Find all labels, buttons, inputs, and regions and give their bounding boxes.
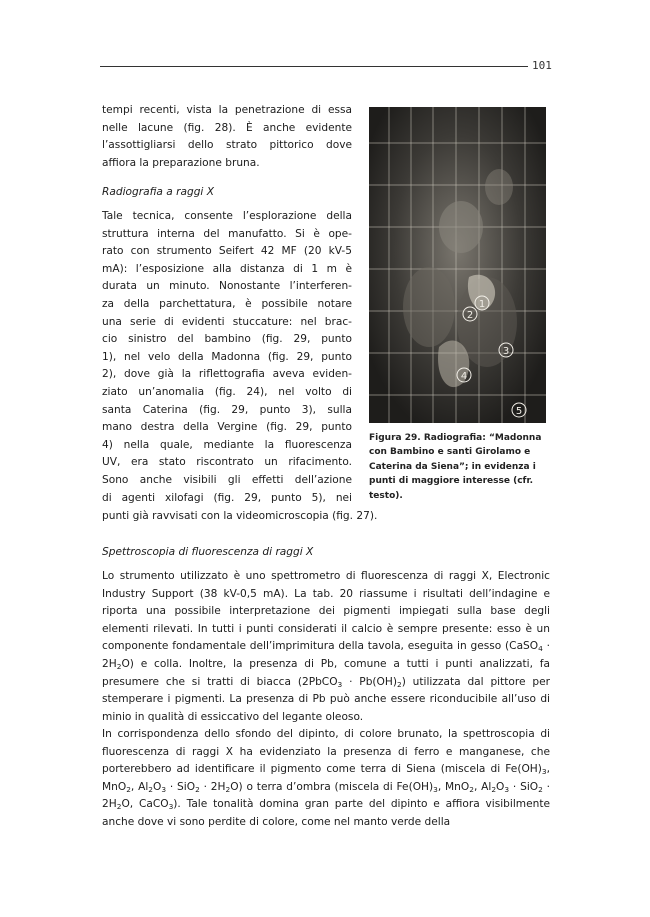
radiografia-paragraph [102, 208, 352, 507]
text-line: affiora la preparazione bruna. [102, 156, 260, 169]
text-line: 2), dove già la riflettografia aveva eviden- [102, 368, 352, 381]
spettroscopia-paragraph-2: In corrispondenza dello sfondo del dipinto, di colore brunato, la spettroscopia di fluorescenza di raggi X ha evidenziato la presenza di ferro e manganese, che porterebbero ad identificare il pigmento come terra di Siena (miscela di $Fe(OH)_3$, MnO$_2$, $Al_2O_3 \cdot SiO_2 \cdot 2H_2O$) o terra d’ombra (miscela di $Fe(OH)_3$, MnO$_2$, $Al_2O_3 \cdot SiO_2 \cdot 2H_2O$, CaCO$_3$). Tale tonalità domina gran parte del dipinto e affiora visibilmente anche dove vi sono perdite di colore, come nel manto verde della [102, 728, 551, 828]
text-line: UV, era stato riscontrato un rifacimento. [102, 456, 352, 469]
text-line: di agenti xilofagi (fig. 29, punto 5), nei [102, 491, 352, 504]
text-line: 1), nel velo della Madonna (fig. 29, punto [102, 350, 352, 363]
section-heading-radiografia: Radiografia a raggi X [102, 186, 214, 198]
text-line: Tale tecnica, consente l’esplorazione della [102, 210, 352, 222]
text-line: struttura interna del manufatto. Si è ope- [102, 227, 352, 240]
page-number: 101 [532, 59, 552, 72]
text-line: l’assottigliarsi dello strato pittorico dove [102, 139, 352, 152]
caption-text: Radiografia: “Madonna con Bambino e santi Girolamo e Caterina da Siena”; in evidenza i punti di maggiore interesse (cfr. testo). [369, 433, 542, 501]
point-label-2: 2 [466, 310, 474, 321]
text-line: ziato un’anomalia (fig. 24), nel volto di [102, 385, 352, 398]
text-line: santa Caterina (fig. 29, punto 3), sulla [102, 403, 352, 416]
text-line: una serie di evidenti stuccature: nel brac- [102, 315, 352, 328]
text-line-continued: punti già ravvisati con la videomicroscopia (fig. 27). [102, 510, 378, 522]
section-heading-spettroscopia: Spettroscopia di fluorescenza di raggi X [102, 546, 314, 558]
text-line: cio sinistro del bambino (fig. 29, punto [102, 333, 352, 346]
intro-paragraph [102, 102, 352, 172]
point-label-1: 1 [478, 299, 486, 310]
radiograph-image [369, 107, 546, 423]
figure-caption [369, 431, 554, 503]
text-line: za della parchettatura, è possibile notare [102, 297, 352, 310]
text-line: 4) nella quale, mediante la fluorescenza [102, 438, 352, 451]
text-line: nelle lacune (fig. 28). È anche evidente [102, 121, 352, 134]
text-line: Sono anche visibili gli effetti dell’azione [102, 473, 352, 486]
text-line: rato con strumento Seifert 42 MF (20 kV-5 [102, 245, 352, 258]
text-line: mano destra della Vergine (fig. 29, punto [102, 421, 352, 434]
spettroscopia-paragraph-1: Lo strumento utilizzato è uno spettrometro di fluorescenza di raggi X, Electronic Industry Support (38 kV-0,5 mA). La tab. 20 riassume i risultati dell’indagine e riporta una possibile interpretazione dei pigmenti impiegati sulla base degli elementi rilevati. In tutti i punti considerati il calcio è sempre presente: esso è un componente fondamentale dell’imprimitura della tavola, eseguita in gesso (CaSO$_4$ · $2H_2O$) e colla. Inoltre, la presenza di Pb, comune a tutti i punti analizzati, fa presumere che si tratti di biacca (2PbCO$_3$ · $Pb(OH)_2$) utilizzata dal pittore per stemperare i pigmenti. La presenza di Pb può anche essere riconducibile all’uso di minio in qualità di essiccativo del legante oleoso. [102, 570, 550, 723]
text-line: durata un minuto. Nonostante l’interferen- [102, 280, 352, 293]
header-rule [100, 66, 528, 67]
point-label-4: 4 [460, 371, 468, 382]
text-line: tempi recenti, vista la penetrazione di essa [102, 104, 352, 116]
caption-label: Figura 29. [369, 433, 421, 443]
text-line: mA): l’esposizione alla distanza di 1 m è [102, 262, 352, 275]
point-label-3: 3 [502, 346, 510, 357]
point-label-5: 5 [515, 406, 523, 417]
